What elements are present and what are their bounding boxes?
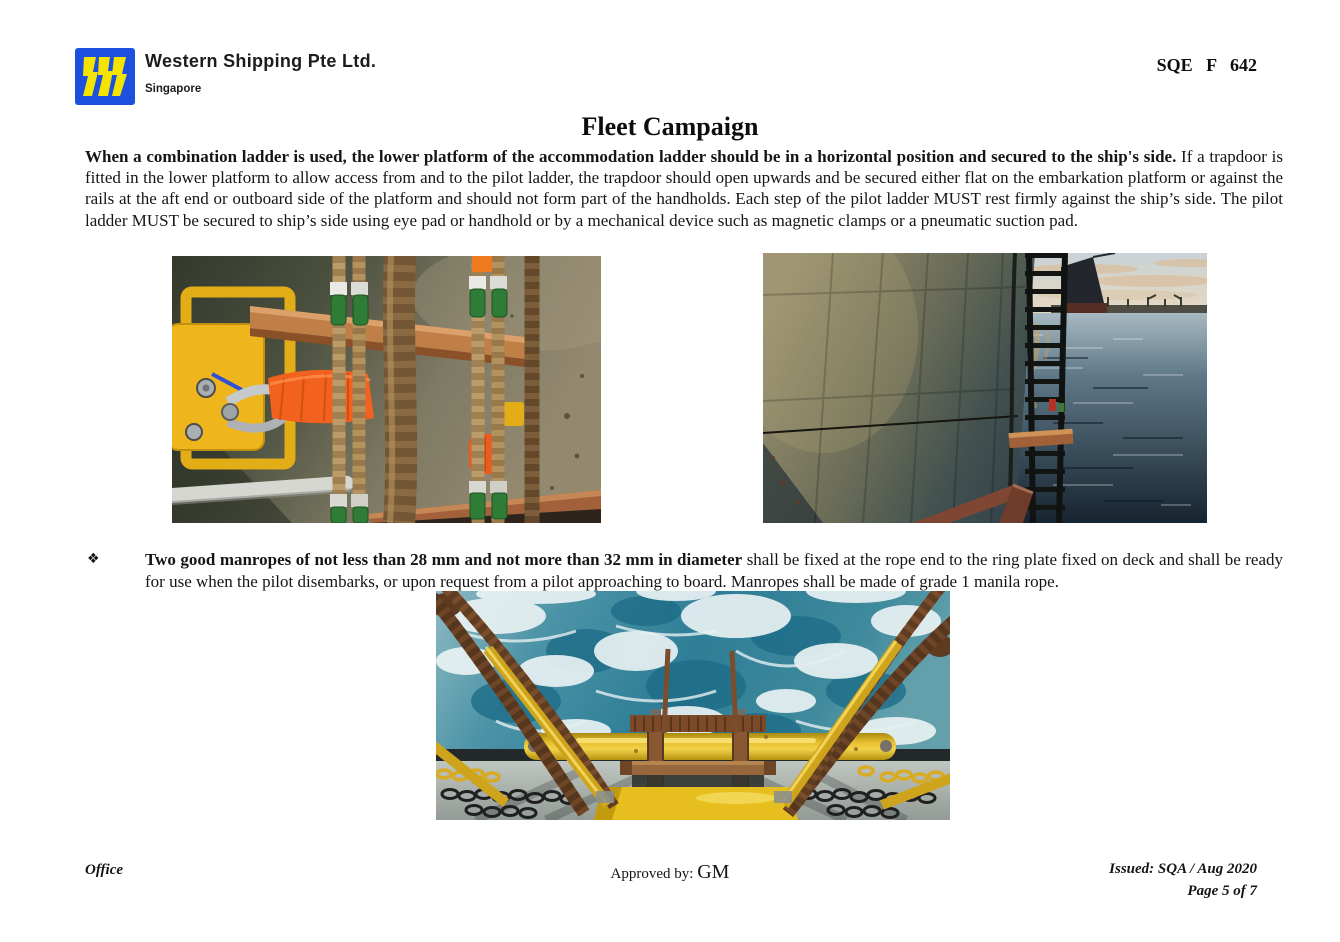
approved-by-value: GM [697,861,730,883]
company-location: Singapore [145,83,202,95]
approved-by-label: Approved by: [610,866,694,882]
footer-issued-block [1109,859,1257,902]
photo-manropes-over-water [436,591,950,820]
bullet-diamond-icon: ❖ [87,551,100,567]
footer-page-number: Page 5 of 7 [1187,882,1257,899]
bullet-item [85,549,1283,592]
bullet-lead-bold: Two good manropes of not less than 28 mm and not more than 32 mm in diameter [145,550,743,569]
bullet-text [145,549,1283,592]
company-logo-w-icon [75,48,135,105]
footer-office-label: Office [85,862,124,878]
company-name: Western Shipping Pte Ltd. [145,51,377,71]
paragraph-text: If a trapdoor is fitted in the lower platform to allow access from and to the pilot ladder, the trapdoor should open upwards and be secured either flat on the embarkation platform or against the rails at the aft end or outboard side of the platform and should not form part of the handholds. Each step of the pilot ladder MUST rest firmly against the ship’s side. The pilot ladder MUST be secured to ship’s side using eye pad or handhold or by a mechanical device such as magnetic clamps or a pneumatic suction pad. [85,147,1283,230]
paragraph-lead-bold: When a combination ladder is used, the lower platform of the accommodation ladder should be in a horizontal position and secured to the ship's side. [85,147,1177,166]
page-title: Fleet Campaign [581,112,759,141]
photo-ship-side-pilot-ladder [763,253,1207,523]
body-paragraph [85,146,1283,231]
photo-pilot-ladder-closeup [172,256,601,523]
bullet-regular-text: shall be fixed at the rope end to the ring plate fixed on deck and shall be ready for use when the pilot disembarks, or upon request from a pilot approaching to board. Manropes shall be made of grade 1 manila rope. [145,550,1284,591]
doc-code: SQE F 642 [1156,55,1257,75]
footer-issued-line: Issued: SQA / Aug 2020 [1109,861,1257,877]
